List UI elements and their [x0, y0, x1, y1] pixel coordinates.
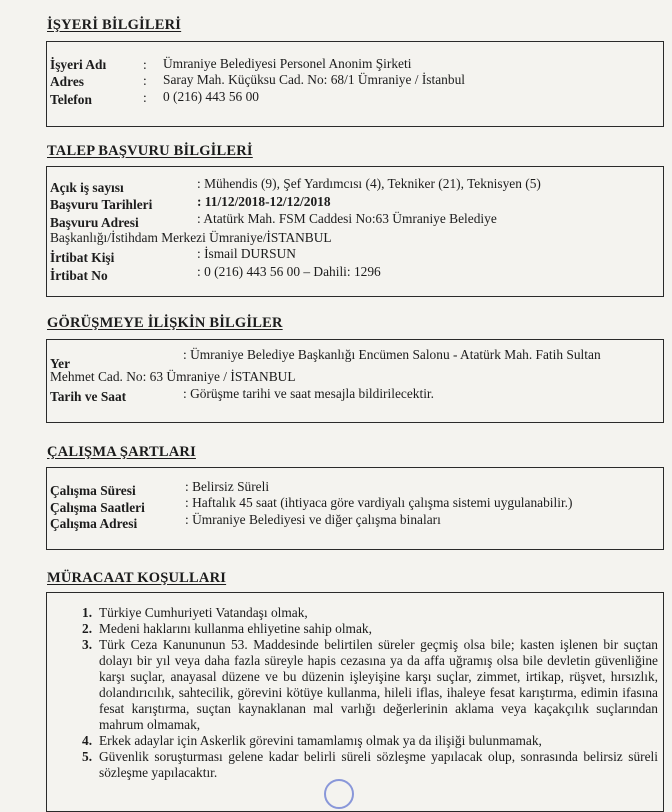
calisma-value-adres: : Ümraniye Belediyesi ve diğer çalışma binaları [185, 512, 441, 527]
gorusme-value-yer: : Ümraniye Belediye Başkanlığı Encümen Salonu - Atatürk Mah. Fatih Sultan [183, 347, 601, 362]
list-item-text: Erkek adaylar için Askerlik görevini tamamlamış olmak ya da ilişiği bulunmamak, [99, 733, 542, 748]
list-item [82, 621, 658, 637]
list-item-text: Türkiye Cumhuriyeti Vatandaşı olmak, [99, 605, 308, 620]
list-item-number: 4. [82, 733, 93, 748]
calisma-label-sure: Çalışma Süresi [50, 483, 136, 498]
isyeri-value-telefon: 0 (216) 443 56 00 [163, 89, 259, 104]
isyeri-label-telefon: Telefon [50, 92, 92, 107]
isyeri-value-ad: Ümraniye Belediyesi Personel Anonim Şirketi [163, 56, 412, 71]
talep-label-kisi: İrtibat Kişi [50, 250, 115, 265]
list-item-text: Türk Ceza Kanununun 53. Maddesinde belirtilen süreler geçmiş olsa bile; kasten işlenen bir suçtan dolayı bir yıl veya daha fazla süreyle hapis cezasına ya da affa uğramış olsa bile devletin güvenliğine karşı suçlar, anayasal düzene ve bu düzenin işleyişine karşı suçlar, zimmet, irtikap, rüşvet, hırsızlık, dolandırıcılık, sahtecilik, görevini kötüye kullanma, hileli iflas, ihaleye fesat karıştırma, edimin ifasına fesat karıştırma, suçtan kaynaklanan mal varlığı değerlerinin aklama veya kaçakçılık suçlarından mahrum olmamak, [99, 637, 658, 732]
talep-label-no: İrtibat No [50, 268, 108, 283]
gorusme-value-tarih: : Görüşme tarihi ve saat mesajla bildirilecektir. [183, 386, 434, 401]
gorusme-label-yer: Yer [50, 356, 71, 371]
list-item [82, 749, 658, 781]
calisma-label-adres: Çalışma Adresi [50, 516, 138, 531]
calisma-value-sure: : Belirsiz Süreli [185, 479, 270, 494]
list-item-number: 3. [82, 637, 93, 652]
talep-label-adres: Başvuru Adresi [50, 215, 139, 230]
section-title-talep: TALEP BAŞVURU BİLGİLERİ [47, 143, 253, 159]
talep-value-kisi: : İsmail DURSUN [197, 246, 296, 261]
section-title-muracaat: MÜRACAAT KOŞULLARI [47, 570, 227, 586]
calisma-value-saat: : Haftalık 45 saat (ihtiyaca göre vardiyalı çalışma sistemi uygulanabilir.) [185, 495, 573, 510]
list-item-text: Güvenlik soruşturması gelene kadar belirli süreli sözleşme yapılacak olup, sonrasında belirsiz süreli sözleşme yapılacaktır. [99, 749, 658, 780]
isyeri-label-adres: Adres [50, 74, 84, 89]
talep-label-tarih: Başvuru Tarihleri [50, 197, 153, 212]
talep-value-no: : 0 (216) 443 56 00 – Dahili: 1296 [197, 264, 381, 279]
gorusme-label-tarih: Tarih ve Saat [50, 389, 127, 404]
list-item-number: 1. [82, 605, 93, 620]
talep-label-acik-is: Açık iş sayısı [50, 180, 124, 195]
talep-value-adres-cont: Başkanlığı/İstihdam Merkezi Ümraniye/İSTANBUL [50, 230, 332, 245]
list-item [82, 605, 658, 621]
isyeri-sep-adres: : [143, 73, 147, 88]
section-title-gorusme: GÖRÜŞMEYE İLİŞKİN BİLGİLER [47, 315, 283, 331]
isyeri-label-ad: İşyeri Adı [50, 57, 107, 72]
talep-value-acik-is: : Mühendis (9), Şef Yardımcısı (4), Tekniker (21), Teknisyen (5) [197, 176, 541, 191]
list-item-text: Medeni haklarını kullanma ehliyetine sahip olmak, [99, 621, 372, 636]
talep-value-adres: : Atatürk Mah. FSM Caddesi No:63 Ümraniye Belediye [197, 211, 497, 226]
section-title-isyeri: İŞYERİ BİLGİLERİ [47, 17, 182, 33]
isyeri-value-adres: Saray Mah. Küçüksu Cad. No: 68/1 Ümraniye / İstanbul [163, 72, 465, 87]
list-item-number: 5. [82, 749, 93, 764]
list-item [82, 733, 658, 749]
gorusme-value-yer-cont: Mehmet Cad. No: 63 Ümraniye / İSTANBUL [50, 369, 296, 384]
stamp-mark [324, 779, 354, 809]
list-item [82, 637, 658, 733]
list-item-number: 2. [82, 621, 93, 636]
calisma-label-saat: Çalışma Saatleri [50, 500, 145, 515]
isyeri-sep-telefon: : [143, 90, 147, 105]
isyeri-sep-ad: : [143, 57, 147, 72]
talep-value-tarih: : 11/12/2018-12/12/2018 [197, 194, 331, 209]
section-title-calisma: ÇALIŞMA ŞARTLARI [47, 444, 196, 460]
muracaat-list [82, 605, 658, 781]
